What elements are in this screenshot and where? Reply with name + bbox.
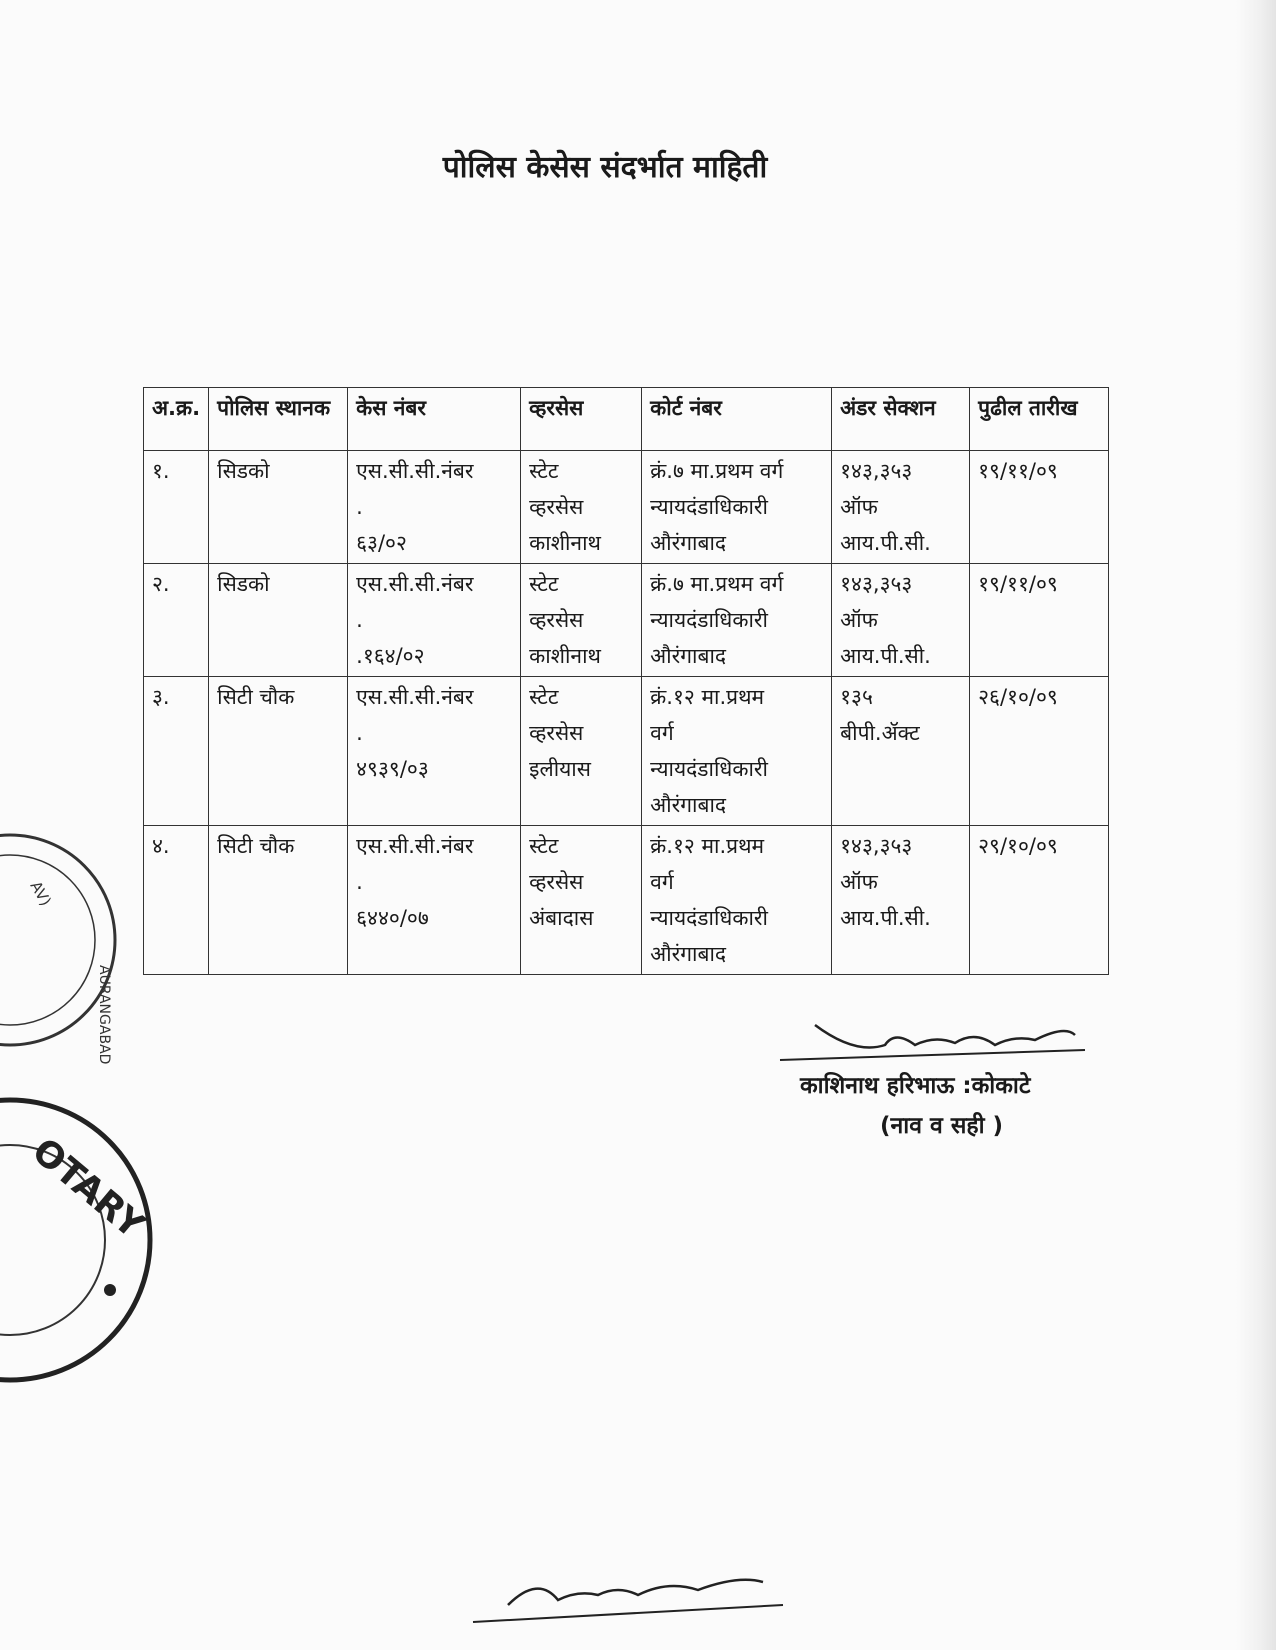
cell-police-station: सिडको — [209, 564, 348, 677]
cell-court-number: क्रं.१२ मा.प्रथम वर्ग न्यायदंडाधिकारी औरंगाबाद — [642, 677, 832, 826]
header-court-number: कोर्ट नंबर — [642, 388, 832, 451]
header-serial: अ.क्र. — [144, 388, 209, 451]
cell-case-number: एस.सी.सी.नंबर . ६४४०/०७ — [348, 826, 521, 975]
cell-police-station: सिटी चौक — [209, 826, 348, 975]
cell-next-date: २९/१०/०९ — [970, 826, 1109, 975]
police-cases-table — [143, 387, 1109, 975]
cell-under-section: १४३,३५३ ऑफ आय.पी.सी. — [832, 826, 970, 975]
header-case-number: केस नंबर — [348, 388, 521, 451]
cell-court-number: क्रं.७ मा.प्रथम वर्ग न्यायदंडाधिकारी औरंगाबाद — [642, 451, 832, 564]
signatory-name: काशिनाथ हरिभाऊ :कोकाटे — [800, 1073, 1031, 1099]
signature-1 — [775, 1005, 1095, 1075]
cell-serial: १. — [144, 451, 209, 564]
scan-edge — [1236, 0, 1276, 1650]
cell-police-station: सिटी चौक — [209, 677, 348, 826]
svg-text:OTARY: OTARY — [24, 1130, 152, 1247]
cell-serial: २. — [144, 564, 209, 677]
cell-versus: स्टेट व्हरसेस काशीनाथ — [521, 564, 642, 677]
signature-2 — [468, 1560, 788, 1630]
cell-serial: ३. — [144, 677, 209, 826]
stamp-notary — [0, 1090, 160, 1390]
signatory-note: (नाव व सही ) — [880, 1113, 1004, 1139]
table-row — [144, 451, 1109, 564]
header-next-date: पुढील तारीख — [970, 388, 1109, 451]
cell-court-number: क्रं.१२ मा.प्रथम वर्ग न्यायदंडाधिकारी औरंगाबाद — [642, 826, 832, 975]
svg-text:AV): AV) — [26, 878, 55, 910]
table-header-row — [144, 388, 1109, 451]
cell-case-number: एस.सी.सी.नंबर . ६३/०२ — [348, 451, 521, 564]
cell-versus: स्टेट व्हरसेस काशीनाथ — [521, 451, 642, 564]
cell-versus: स्टेट व्हरसेस इलीयास — [521, 677, 642, 826]
svg-text:AURANGABAD: AURANGABAD — [96, 965, 112, 1065]
header-versus: व्हरसेस — [521, 388, 642, 451]
cell-case-number: एस.सी.सी.नंबर . .१६४/०२ — [348, 564, 521, 677]
cell-court-number: क्रं.७ मा.प्रथम वर्ग न्यायदंडाधिकारी औरंगाबाद — [642, 564, 832, 677]
table-row — [144, 677, 1109, 826]
cell-under-section: १३५ बीपी.ॲक्ट — [832, 677, 970, 826]
table-row — [144, 826, 1109, 975]
cell-serial: ४. — [144, 826, 209, 975]
stamp-aurangabad — [0, 825, 130, 1065]
cell-next-date: १९/११/०९ — [970, 451, 1109, 564]
cell-next-date: १९/११/०९ — [970, 564, 1109, 677]
table-row — [144, 564, 1109, 677]
cell-police-station: सिडको — [209, 451, 348, 564]
cell-versus: स्टेट व्हरसेस अंबादास — [521, 826, 642, 975]
header-police-station: पोलिस स्थानक — [209, 388, 348, 451]
cell-case-number: एस.सी.सी.नंबर . ४९३९/०३ — [348, 677, 521, 826]
cell-under-section: १४३,३५३ ऑफ आय.पी.सी. — [832, 451, 970, 564]
cell-under-section: १४३,३५३ ऑफ आय.पी.सी. — [832, 564, 970, 677]
document-title: पोलिस केसेस संदर्भात माहिती — [442, 150, 768, 185]
cell-next-date: २६/१०/०९ — [970, 677, 1109, 826]
header-under-section: अंडर सेक्शन — [832, 388, 970, 451]
